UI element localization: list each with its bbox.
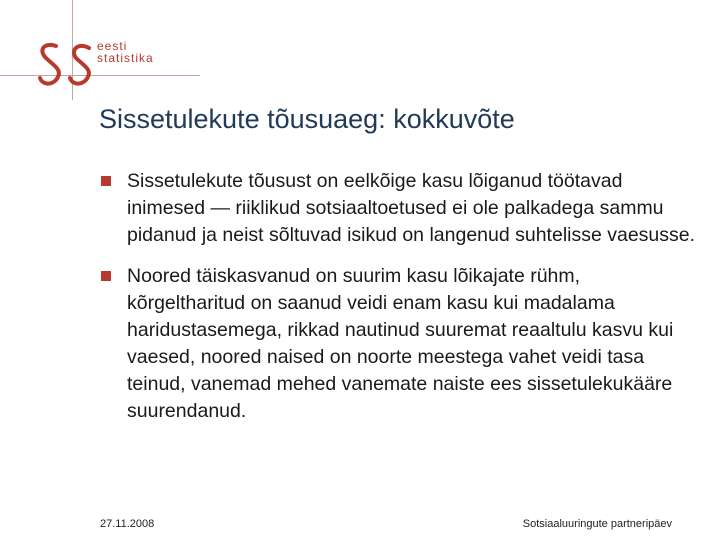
bullet-list [99, 168, 699, 439]
logo-line-1: eesti [97, 39, 128, 53]
bullet-text: Sissetulekute tõusust on eelkõige kasu lõiganud töötavad inimesed — riiklikud sotsiaaltoetused ei ole palkadega sammu pidanud ja neist sõltuvad isikud on langenud suhtelisse vaesusse. [127, 170, 696, 246]
footer-event-name: Sotsiaaluuringute partneripäev [522, 518, 672, 530]
bullet-item [99, 263, 699, 425]
square-bullet-icon [101, 271, 111, 281]
square-bullet-icon [101, 176, 111, 186]
footer-date: 27.11.2008 [100, 518, 155, 530]
slide-title: Sissetulekute tõusuaeg: kokkuvõte [99, 104, 515, 134]
logo-wordmark [97, 40, 154, 64]
bullet-item [99, 168, 699, 249]
bullet-text: Noored täiskasvanud on suurim kasu lõikajate rühm, kõrgeltharitud on saanud veidi enam kasu kui madalama haridustasemega, rikkad nautinud suuremat reaaltulu kasvu kui vaesed, noored naised on noorte meestega vahet veidi tasa teinud, vanemad mehed vanemate naiste ees sissetulekukääre suurendanud. [127, 265, 674, 422]
logo-line-2: statistika [97, 51, 154, 65]
